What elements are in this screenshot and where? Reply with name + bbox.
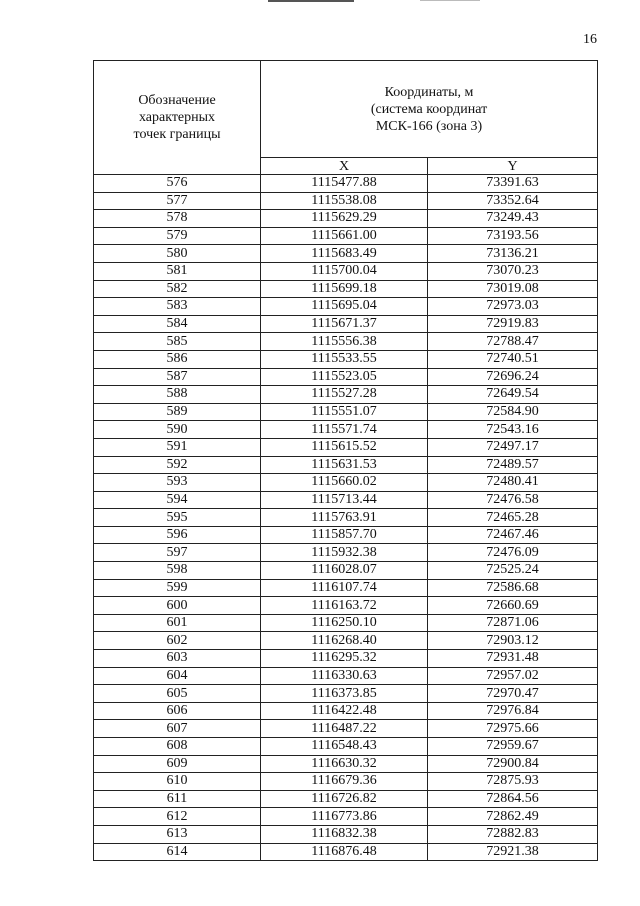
- point-id-cell: 588: [94, 386, 261, 404]
- x-coordinate-cell: 1115713.44: [261, 491, 428, 509]
- point-id-cell: 598: [94, 562, 261, 580]
- table-row: [94, 632, 598, 650]
- point-id-cell: 584: [94, 315, 261, 333]
- point-id-cell: 614: [94, 843, 261, 861]
- point-id-cell: 610: [94, 773, 261, 791]
- table-row: [94, 562, 598, 580]
- x-coordinate-cell: 1116487.22: [261, 720, 428, 738]
- table-row: [94, 650, 598, 668]
- x-coordinate-cell: 1115700.04: [261, 262, 428, 280]
- y-coordinate-cell: 72480.41: [428, 474, 598, 492]
- table-row: [94, 474, 598, 492]
- header-coords-line-1: Координаты, м: [384, 84, 474, 100]
- y-coordinate-cell: 72862.49: [428, 808, 598, 826]
- x-coordinate-cell: 1116295.32: [261, 650, 428, 668]
- table-row: [94, 262, 598, 280]
- x-coordinate-cell: 1116422.48: [261, 702, 428, 720]
- x-coordinate-cell: 1115556.38: [261, 333, 428, 351]
- header-x: X: [261, 158, 428, 175]
- y-coordinate-cell: 73193.56: [428, 227, 598, 245]
- x-coordinate-cell: 1115661.00: [261, 227, 428, 245]
- point-id-cell: 592: [94, 456, 261, 474]
- y-coordinate-cell: 72903.12: [428, 632, 598, 650]
- table-row: [94, 773, 598, 791]
- point-id-cell: 594: [94, 491, 261, 509]
- y-coordinate-cell: 72970.47: [428, 685, 598, 703]
- point-id-cell: 609: [94, 755, 261, 773]
- table-row: [94, 790, 598, 808]
- y-coordinate-cell: 72525.24: [428, 562, 598, 580]
- table-row: [94, 227, 598, 245]
- table-row: [94, 614, 598, 632]
- y-coordinate-cell: 73352.64: [428, 192, 598, 210]
- x-coordinate-cell: 1115527.28: [261, 386, 428, 404]
- table-row: [94, 544, 598, 562]
- y-coordinate-cell: 72476.58: [428, 491, 598, 509]
- header-coordinates: [261, 61, 598, 158]
- table-row: [94, 315, 598, 333]
- y-coordinate-cell: 72931.48: [428, 650, 598, 668]
- y-coordinate-cell: 72660.69: [428, 597, 598, 615]
- table-row: [94, 350, 598, 368]
- top-scan-mark: [268, 0, 354, 2]
- point-id-cell: 602: [94, 632, 261, 650]
- point-id-cell: 596: [94, 526, 261, 544]
- table-row: [94, 526, 598, 544]
- point-id-cell: 611: [94, 790, 261, 808]
- table-row: [94, 509, 598, 527]
- x-coordinate-cell: 1115699.18: [261, 280, 428, 298]
- table-row: [94, 245, 598, 263]
- table-row: [94, 667, 598, 685]
- table-row: [94, 720, 598, 738]
- y-coordinate-cell: 72788.47: [428, 333, 598, 351]
- header-point-line-3: точек границы: [133, 127, 221, 142]
- y-coordinate-cell: 72649.54: [428, 386, 598, 404]
- coordinates-table: [93, 60, 598, 861]
- point-id-cell: 585: [94, 333, 261, 351]
- point-id-cell: 591: [94, 438, 261, 456]
- point-id-cell: 607: [94, 720, 261, 738]
- y-coordinate-cell: 72919.83: [428, 315, 598, 333]
- x-coordinate-cell: 1116373.85: [261, 685, 428, 703]
- x-coordinate-cell: 1115857.70: [261, 526, 428, 544]
- x-coordinate-cell: 1116726.82: [261, 790, 428, 808]
- point-id-cell: 576: [94, 175, 261, 193]
- x-coordinate-cell: 1116630.32: [261, 755, 428, 773]
- x-coordinate-cell: 1116832.38: [261, 825, 428, 843]
- header-point-designation: [94, 61, 261, 175]
- table-row: [94, 333, 598, 351]
- table-row: [94, 456, 598, 474]
- x-coordinate-cell: 1116268.40: [261, 632, 428, 650]
- x-coordinate-cell: 1115551.07: [261, 403, 428, 421]
- table-row: [94, 368, 598, 386]
- x-coordinate-cell: 1115695.04: [261, 298, 428, 316]
- point-id-cell: 600: [94, 597, 261, 615]
- x-coordinate-cell: 1115523.05: [261, 368, 428, 386]
- point-id-cell: 595: [94, 509, 261, 527]
- x-coordinate-cell: 1116548.43: [261, 738, 428, 756]
- x-coordinate-cell: 1116679.36: [261, 773, 428, 791]
- table-row: [94, 755, 598, 773]
- y-coordinate-cell: 73391.63: [428, 175, 598, 193]
- point-id-cell: 613: [94, 825, 261, 843]
- table-row: [94, 421, 598, 439]
- x-coordinate-cell: 1115629.29: [261, 210, 428, 228]
- x-coordinate-cell: 1115763.91: [261, 509, 428, 527]
- point-id-cell: 582: [94, 280, 261, 298]
- x-coordinate-cell: 1116107.74: [261, 579, 428, 597]
- table-row: [94, 579, 598, 597]
- x-coordinate-cell: 1116163.72: [261, 597, 428, 615]
- table-row: [94, 702, 598, 720]
- y-coordinate-cell: 72875.93: [428, 773, 598, 791]
- point-id-cell: 604: [94, 667, 261, 685]
- point-id-cell: 589: [94, 403, 261, 421]
- x-coordinate-cell: 1115533.55: [261, 350, 428, 368]
- y-coordinate-cell: 73136.21: [428, 245, 598, 263]
- y-coordinate-cell: 73249.43: [428, 210, 598, 228]
- point-id-cell: 581: [94, 262, 261, 280]
- point-id-cell: 579: [94, 227, 261, 245]
- table-row: [94, 491, 598, 509]
- point-id-cell: 599: [94, 579, 261, 597]
- point-id-cell: 587: [94, 368, 261, 386]
- x-coordinate-cell: 1116250.10: [261, 614, 428, 632]
- table-row: [94, 175, 598, 193]
- y-coordinate-cell: 72871.06: [428, 614, 598, 632]
- x-coordinate-cell: 1115538.08: [261, 192, 428, 210]
- point-id-cell: 605: [94, 685, 261, 703]
- point-id-cell: 578: [94, 210, 261, 228]
- x-coordinate-cell: 1115615.52: [261, 438, 428, 456]
- y-coordinate-cell: 72497.17: [428, 438, 598, 456]
- x-coordinate-cell: 1115660.02: [261, 474, 428, 492]
- point-id-cell: 593: [94, 474, 261, 492]
- y-coordinate-cell: 72957.02: [428, 667, 598, 685]
- table-row: [94, 685, 598, 703]
- point-id-cell: 601: [94, 614, 261, 632]
- table-row: [94, 386, 598, 404]
- y-coordinate-cell: 72476.09: [428, 544, 598, 562]
- y-coordinate-cell: 72975.66: [428, 720, 598, 738]
- point-id-cell: 590: [94, 421, 261, 439]
- point-id-cell: 597: [94, 544, 261, 562]
- x-coordinate-cell: 1116028.07: [261, 562, 428, 580]
- y-coordinate-cell: 72976.84: [428, 702, 598, 720]
- table-row: [94, 403, 598, 421]
- x-coordinate-cell: 1115683.49: [261, 245, 428, 263]
- table-row: [94, 280, 598, 298]
- header-coords-line-2: (система координат: [370, 101, 488, 117]
- point-id-cell: 580: [94, 245, 261, 263]
- x-coordinate-cell: 1116330.63: [261, 667, 428, 685]
- point-id-cell: 577: [94, 192, 261, 210]
- table-row: [94, 192, 598, 210]
- point-id-cell: 583: [94, 298, 261, 316]
- x-coordinate-cell: 1116876.48: [261, 843, 428, 861]
- x-coordinate-cell: 1115932.38: [261, 544, 428, 562]
- point-id-cell: 612: [94, 808, 261, 826]
- header-y: Y: [428, 158, 598, 175]
- y-coordinate-cell: 72584.90: [428, 403, 598, 421]
- x-coordinate-cell: 1115631.53: [261, 456, 428, 474]
- header-point-line-1: Обозначение: [138, 93, 216, 108]
- table-row: [94, 597, 598, 615]
- y-coordinate-cell: 73070.23: [428, 262, 598, 280]
- x-coordinate-cell: 1115571.74: [261, 421, 428, 439]
- x-coordinate-cell: 1116773.86: [261, 808, 428, 826]
- table-row: [94, 738, 598, 756]
- y-coordinate-cell: 72882.83: [428, 825, 598, 843]
- y-coordinate-cell: 72467.46: [428, 526, 598, 544]
- y-coordinate-cell: 72489.57: [428, 456, 598, 474]
- y-coordinate-cell: 73019.08: [428, 280, 598, 298]
- y-coordinate-cell: 72586.68: [428, 579, 598, 597]
- top-scan-mark-faint: [420, 0, 480, 1]
- y-coordinate-cell: 72900.84: [428, 755, 598, 773]
- point-id-cell: 603: [94, 650, 261, 668]
- x-coordinate-cell: 1115671.37: [261, 315, 428, 333]
- point-id-cell: 586: [94, 350, 261, 368]
- table-row: [94, 808, 598, 826]
- y-coordinate-cell: 72921.38: [428, 843, 598, 861]
- table-row: [94, 210, 598, 228]
- y-coordinate-cell: 72696.24: [428, 368, 598, 386]
- y-coordinate-cell: 72740.51: [428, 350, 598, 368]
- table-row: [94, 843, 598, 861]
- table-body: [94, 175, 598, 861]
- point-id-cell: 606: [94, 702, 261, 720]
- y-coordinate-cell: 72864.56: [428, 790, 598, 808]
- y-coordinate-cell: 72465.28: [428, 509, 598, 527]
- y-coordinate-cell: 72973.03: [428, 298, 598, 316]
- y-coordinate-cell: 72543.16: [428, 421, 598, 439]
- y-coordinate-cell: 72959.67: [428, 738, 598, 756]
- table-row: [94, 438, 598, 456]
- x-coordinate-cell: 1115477.88: [261, 175, 428, 193]
- table-row: [94, 825, 598, 843]
- header-coords-line-3: МСК-166 (зона 3): [375, 118, 483, 134]
- header-point-line-2: характерных: [138, 110, 216, 125]
- page-number: 16: [583, 32, 597, 47]
- point-id-cell: 608: [94, 738, 261, 756]
- table-row: [94, 298, 598, 316]
